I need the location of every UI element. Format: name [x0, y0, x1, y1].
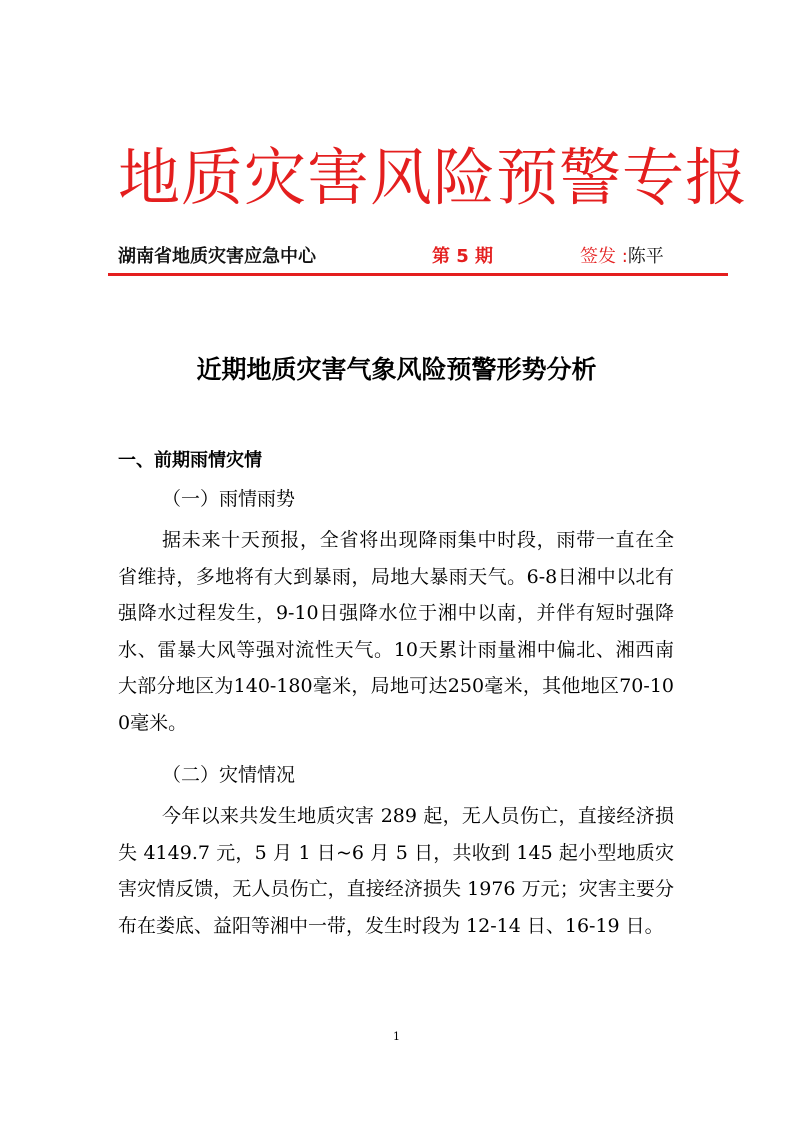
- paragraph-rainfall-forecast: 据未来十天预报，全省将出现降雨集中时段，雨带一直在全省维持，多地将有大到暴雨，局地大暴雨天气。6-8日湘中以北有强降水过程发生，9-10日强降水位于湘中以南，并伴有短时强降水、雷暴大风等强对流性天气。10天累计雨量湘中偏北、湘西南大部分地区为140-180毫米，局地可达250毫米，其他地区70-100毫米。: [118, 529, 674, 734]
- subsection-heading-disaster-status: （二）灾情情况: [162, 764, 296, 786]
- masthead-title: 地质灾害风险预警专报: [118, 141, 749, 214]
- page-number: 1: [393, 1030, 400, 1043]
- signer-name: 陈平: [627, 246, 664, 267]
- masthead-divider: [108, 273, 728, 276]
- signer: [580, 244, 664, 270]
- section-heading-rain-and-disaster: 一、前期雨情灾情: [118, 450, 262, 471]
- issue-number: 第 5 期: [432, 246, 494, 267]
- masthead-meta-row: [118, 244, 678, 270]
- issuer-name: 湖南省地质灾害应急中心: [118, 246, 316, 267]
- document-title: 近期地质灾害气象风险预警形势分析: [196, 355, 597, 384]
- signer-label: 签发 :: [580, 246, 628, 267]
- subsection-heading-rainfall: （一）雨情雨势: [162, 488, 296, 510]
- paragraph-disaster-status: 今年以来共发生地质灾害 289 起，无人员伤亡，直接经济损失 4149.7 元，5 月 1 日~6 月 5 日，共收到 145 起小型地质灾害灾情反馈，无人员伤亡，直接经济损失 1976 万元；灾害主要分布在娄底、益阳等湘中一带，发生时段为 12-14 日、16-19 日。: [118, 805, 674, 937]
